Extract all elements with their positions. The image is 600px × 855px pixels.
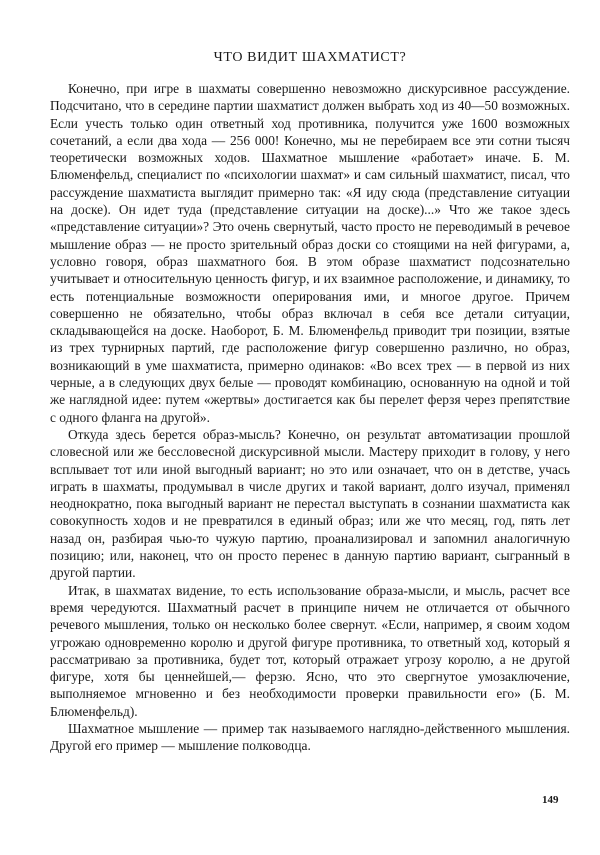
page-number: 149 [542,794,559,806]
paragraph-3: Итак, в шахматах видение, то есть использование образа-мысли, и мысль, расчет все время чередуются. Шахматный расчет в принципе ничем не отличается от обычного речевого мышления, только он несколько более свернут. «Если, например, я своим ходом угрожаю одновременно королю и другой фигуре противника, то ответный ход, который я рассматриваю за противника, будет тот, который отражает угрозу королю, а не другой фигуре, хотя бы ценнейшей,— ферзю. Ясно, что это свергнутое умозаключение, выполняемое мгновенно и без необходимости проверки правильности его» (Б. М. Блюменфельд). [50,582,570,719]
paragraph-2: Откуда здесь берется образ-мысль? Конечно, он результат автоматизации прошлой словесной или же бессловесной дискурсивной мысли. Мастеру приходит в голову, у него всплывает тот или иной выгодный вариант; но это или означает, что он в детстве, учась играть в шахматы, продумывал в числе других и такой вариант, долго изучал, применял неоднократно, пока выгодный вариант не перестал выступать в сознании шахматиста как совокупность ходов и не превратился в единый образ; или же что месяц, год, пять лет назад он, разбирая чью-то чужую партию, проанализировал и запомнил аналогичную позицию; или, наконец, что он просто перенес в данную партию вариант, сыгранный в другой партии. [50,426,570,581]
page-body [50,50,570,755]
paragraph-1: Конечно, при игре в шахматы совершенно невозможно дискурсивное рассуждение. Подсчитано, что в середине партии шахматист должен выбрать ход из 40—50 возможных. Если учесть только один ответный ход противника, получится уже 1600 возможных сочетаний, а если два хода — 256 000! Конечно, мы не перебираем все эти сотни тысяч теоретически возможных ходов. Шахматное мышление «работает» иначе. Б. М. Блюменфельд, специалист по «психологии шахмат» и сам сильный шахматист, писал, что рассуждение шахматиста выглядит примерно так: «Я иду сюда (представление ситуации на доске). Он идет туда (представление ситуации на доске)...» Что же такое здесь «представление ситуации»? Это очень свернутый, часто просто не переводимый в речевое мышление образ — не просто зрительный образ доски со стоящими на ней фигурами, а, условно говоря, образ шахматного боя. В этом образе шахматист подсознательно учитывает и относительную ценность фигур, и их взаимное расположение, и динамику, то есть потенциальные возможности оперирования ими, и многое другое. Причем совершенно не обязательно, чтобы образ включал в себя все детали ситуации, складывающейся на доске. Наоборот, Б. М. Блюменфельд приводит три позиции, взятые из трех турнирных партий, где расположение фигур совершенно различно, но образ, возникающий в уме шахматиста, примерно одинаков: «Во всех трех — в первой из них черные, а в следующих двух белые — проводят комбинацию, основанную на одной и той же наглядной идее: путем «жертвы» достигается как бы перелет ферзя через препятствие с одного фланга на другой». [50,81,570,425]
chapter-title: ЧТО ВИДИТ ШАХМАТИСТ? [213,50,407,65]
paragraph-4: Шахматное мышление — пример так называемого наглядно-действенного мышления. Другой его пример — мышление полководца. [50,720,570,754]
